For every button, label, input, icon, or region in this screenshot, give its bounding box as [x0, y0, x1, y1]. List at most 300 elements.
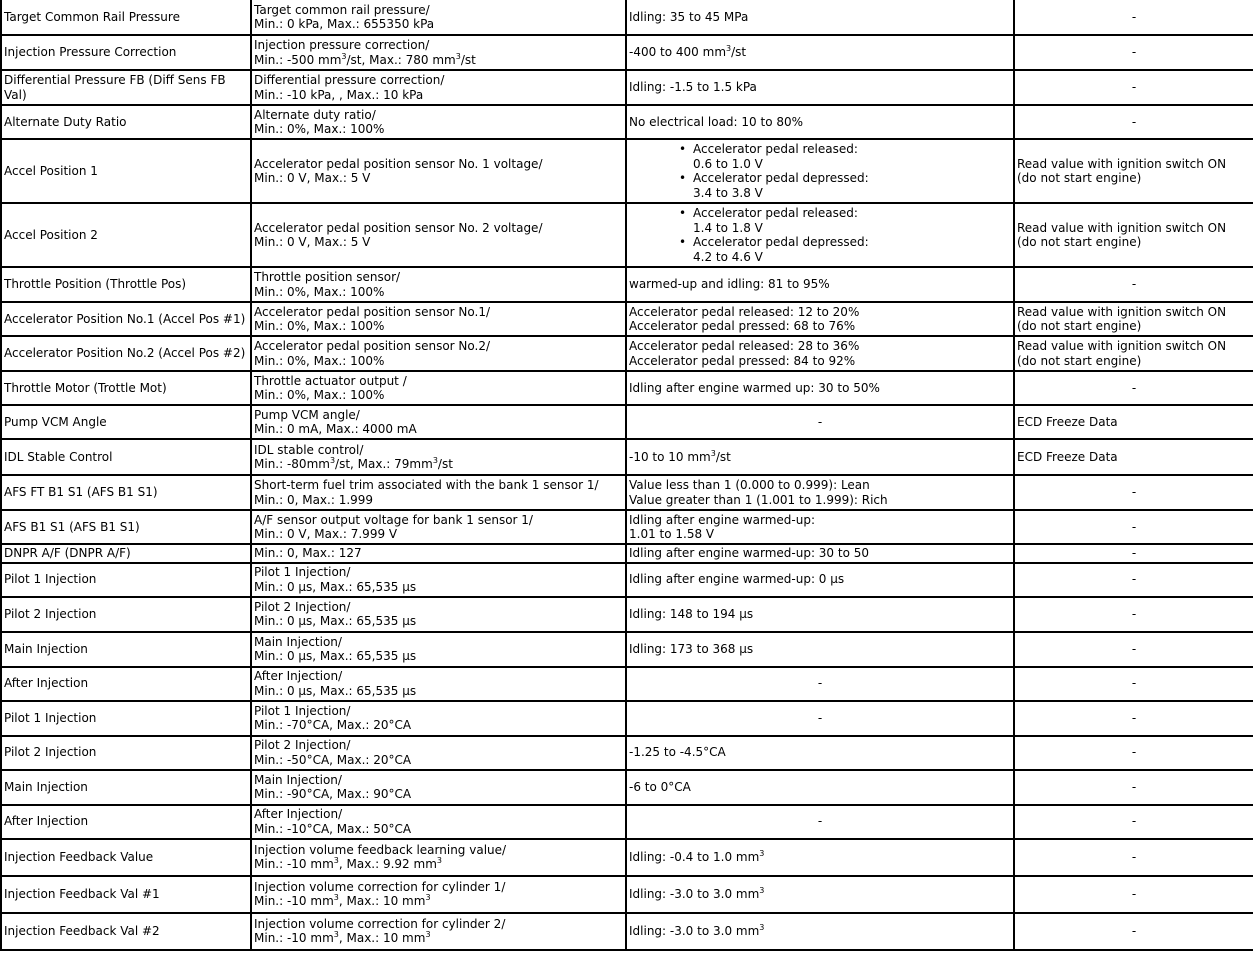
normal-part: /st: [715, 449, 731, 464]
measurement-range-cell: [251, 70, 626, 105]
normal-condition-cell: [626, 913, 1014, 950]
diagnostic-note: -: [1131, 45, 1137, 60]
diagnostic-note: -: [1131, 485, 1137, 500]
diagnostic-note: Read value with ignition switch ON: [1017, 220, 1227, 235]
measurement-label: Short-term fuel trim associated with the bank 1 sensor 1/: [254, 478, 599, 492]
diagnostic-note-cell: [1014, 805, 1253, 839]
item-name-cell: [1, 35, 251, 70]
item-name: Pilot 1 Injection: [4, 710, 97, 725]
superscript-3: 3: [759, 848, 765, 858]
range-part: /st: [460, 52, 476, 67]
measurement-range-cell: [251, 701, 626, 736]
normal-condition-cell: [626, 439, 1014, 475]
item-name: Throttle Motor (Trottle Mot): [4, 380, 167, 395]
measurement-label: Differential pressure correction/: [254, 73, 445, 87]
table-row: [1, 770, 1253, 805]
measurement-label: After Injection/: [254, 669, 343, 683]
superscript-3: 3: [710, 448, 716, 458]
measurement-range: Min.: 0%, Max.: 100%: [254, 353, 385, 368]
measurement-label: A/F sensor output voltage for bank 1 sensor 1/: [254, 512, 533, 527]
table-body: [1, 0, 1253, 950]
item-name: Pump VCM Angle: [4, 414, 107, 429]
diagnostic-note: -: [1131, 519, 1137, 534]
measurement-range: Min.: -50°CA, Max.: 20°CA: [254, 752, 412, 767]
normal-condition-cell: [626, 667, 1014, 701]
diagnostic-note-cell: [1014, 336, 1253, 371]
diagnostic-note: Read value with ignition switch ON: [1017, 156, 1227, 171]
diagnostic-note-cell: [1014, 597, 1253, 632]
measurement-range: Min.: -10°CA, Max.: 50°CA: [254, 821, 412, 836]
diagnostic-note: -: [1131, 380, 1137, 395]
measurement-label: Pump VCM angle/: [254, 407, 360, 422]
diagnostic-note-cell: [1014, 139, 1253, 203]
measurement-label: Injection volume correction for cylinder 1/: [254, 879, 506, 894]
measurement-range-cell: [251, 770, 626, 805]
table-row: [1, 913, 1253, 950]
item-name: IDL Stable Control: [4, 449, 113, 464]
measurement-range-cell: [251, 105, 626, 139]
measurement-label: Throttle position sensor/: [254, 270, 401, 284]
measurement-range: Min.: -70°CA, Max.: 20°CA: [254, 718, 412, 732]
bullet-condition: • Accelerator pedal depressed:: [693, 171, 869, 185]
measurement-label: Pilot 1 Injection/: [254, 565, 351, 579]
table-row: [1, 544, 1253, 563]
superscript-3: 3: [333, 856, 339, 865]
measurement-range: Min.: 0%, Max.: 100%: [254, 284, 385, 299]
diagnostic-note-2: (do not start engine): [1017, 353, 1142, 368]
superscript-3: 3: [726, 44, 732, 54]
table-row: [1, 876, 1253, 913]
table-row: [1, 139, 1253, 203]
normal-part: Idling: -0.4 to 1.0 mm: [629, 849, 760, 864]
diagnostic-note-cell: [1014, 267, 1253, 302]
list-item: [693, 171, 1011, 200]
diagnostic-note: ECD Freeze Data: [1017, 414, 1118, 429]
measurement-range-cell: [251, 439, 626, 475]
measurement-range-cell: [251, 203, 626, 267]
measurement-label: Accelerator pedal position sensor No. 1 voltage/: [254, 156, 543, 171]
item-name-cell: [1, 336, 251, 371]
measurement-range-cell: [251, 139, 626, 203]
superscript-3: 3: [432, 456, 438, 465]
normal-condition-list: [629, 142, 1011, 200]
diagnostic-note: -: [1131, 923, 1137, 938]
measurement-range: Min.: 0 mA, Max.: 4000 mA: [254, 422, 417, 436]
range-part: Min.: -10 mm: [254, 931, 334, 945]
normal-condition-cell: [626, 105, 1014, 139]
measurement-label: Target common rail pressure/: [254, 2, 430, 17]
normal-part: /st: [731, 45, 747, 60]
diagnostic-note: -: [1131, 546, 1137, 560]
diagnostic-note: -: [1131, 886, 1137, 901]
diagnostic-note-cell: [1014, 544, 1253, 563]
bullet-condition: • Accelerator pedal depressed:: [693, 235, 869, 249]
item-name: Accelerator Position No.1 (Accel Pos #1): [4, 311, 246, 326]
measurement-range: [254, 457, 623, 472]
measurement-label: After Injection/: [254, 807, 343, 821]
item-name: Accel Position 1: [4, 163, 98, 178]
normal-condition-cell: [626, 139, 1014, 203]
measurement-range: [254, 857, 623, 872]
diagnostic-note-2: (do not start engine): [1017, 235, 1142, 249]
normal-condition: Accelerator pedal released: 28 to 36%: [629, 339, 860, 353]
normal-condition-2: Accelerator pedal pressed: 84 to 92%: [629, 353, 856, 368]
diagnostic-note-cell: [1014, 736, 1253, 770]
item-name: Pilot 2 Injection: [4, 745, 97, 760]
table-row: [1, 302, 1253, 336]
superscript-3: 3: [333, 893, 339, 902]
item-name-cell: [1, 439, 251, 475]
measurement-label: Accelerator pedal position sensor No.2/: [254, 339, 491, 353]
item-name: After Injection: [4, 814, 89, 829]
normal-condition-cell: [626, 510, 1014, 544]
measurement-range-cell: [251, 563, 626, 597]
diagnostic-note-cell: [1014, 563, 1253, 597]
table-row: [1, 0, 1253, 35]
normal-condition-cell: [626, 701, 1014, 736]
normal-condition-2: Value greater than 1 (1.001 to 1.999): Rich: [629, 492, 888, 507]
item-name-cell: [1, 839, 251, 876]
normal-condition: -: [817, 710, 823, 725]
range-part: , Max.: 10 mm: [338, 931, 426, 945]
measurement-range: Min.: 0 μs, Max.: 65,535 μs: [254, 649, 417, 663]
measurement-label: Accelerator pedal position sensor No. 2 voltage/: [254, 220, 543, 235]
normal-condition: Accelerator pedal released: 12 to 20%: [629, 304, 860, 319]
diagnostic-note-cell: [1014, 510, 1253, 544]
measurement-label: Injection volume feedback learning value/: [254, 842, 507, 857]
diagnostic-note-cell: [1014, 667, 1253, 701]
superscript-3: 3: [759, 922, 765, 932]
normal-condition-2: 1.01 to 1.58 V: [629, 527, 715, 541]
item-name-cell: [1, 770, 251, 805]
table-row: [1, 105, 1253, 139]
normal-condition: Idling after engine warmed up: 30 to 50%: [629, 380, 880, 395]
bullet-condition: • Accelerator pedal released:: [693, 142, 858, 156]
table-row: [1, 439, 1253, 475]
measurement-label: Alternate duty ratio/: [254, 107, 376, 122]
item-name-cell: [1, 597, 251, 632]
normal-part: -10 to 10 mm: [629, 449, 711, 464]
range-part: /st, Max.: 780 mm: [346, 52, 456, 67]
diagnostic-note-2: (do not start engine): [1017, 319, 1142, 333]
diagnostic-note: -: [1131, 641, 1137, 656]
measurement-range-cell: [251, 597, 626, 632]
bullet-value: 3.4 to 3.8 V: [693, 185, 763, 200]
normal-condition-cell: [626, 597, 1014, 632]
table-row: [1, 35, 1253, 70]
measurement-range: Min.: -90°CA, Max.: 90°CA: [254, 787, 412, 801]
diagnostic-note: -: [1131, 814, 1137, 829]
item-name: After Injection: [4, 676, 89, 691]
normal-condition: -1.25 to -4.5°CA: [629, 745, 726, 760]
normal-part: Idling: -3.0 to 3.0 mm: [629, 923, 760, 938]
measurement-range: Min.: 0 V, Max.: 5 V: [254, 171, 371, 185]
diagnostic-note: -: [1131, 849, 1137, 864]
normal-condition: Value less than 1 (0.000 to 0.999): Lean: [629, 478, 870, 492]
diagnostic-note: -: [1131, 277, 1137, 292]
normal-condition-cell: [626, 632, 1014, 667]
measurement-range: Min.: 0 V, Max.: 7.999 V: [254, 527, 398, 541]
normal-condition: Idling: 173 to 368 μs: [629, 641, 754, 656]
measurement-range-cell: [251, 35, 626, 70]
measurement-range: Min.: 0%, Max.: 100%: [254, 122, 385, 136]
normal-condition-cell: [626, 70, 1014, 105]
item-name: DNPR A/F (DNPR A/F): [4, 546, 131, 560]
item-name: Injection Pressure Correction: [4, 45, 177, 60]
diagnostic-note: -: [1131, 606, 1137, 621]
measurement-range-cell: [251, 510, 626, 544]
measurement-range: [254, 53, 623, 68]
superscript-3: 3: [425, 893, 431, 902]
measurement-label: Accelerator pedal position sensor No.1/: [254, 304, 491, 319]
bullet-condition: • Accelerator pedal released:: [693, 206, 858, 220]
item-name-cell: [1, 70, 251, 105]
measurement-label: Injection pressure correction/: [254, 38, 430, 52]
item-name: Alternate Duty Ratio: [4, 114, 127, 129]
superscript-3: 3: [759, 885, 765, 895]
measurement-label: Throttle actuator output /: [254, 373, 407, 388]
normal-part: -400 to 400 mm: [629, 45, 727, 60]
table-row: [1, 336, 1253, 371]
item-name: Injection Feedback Val #1: [4, 886, 160, 901]
measurement-range: Min.: 0%, Max.: 100%: [254, 319, 385, 333]
item-name: Differential Pressure FB (Diff Sens FB Val): [4, 73, 226, 102]
table-row: [1, 701, 1253, 736]
item-name: AFS B1 S1 (AFS B1 S1): [4, 519, 140, 534]
normal-condition: -: [817, 814, 823, 829]
item-name-cell: [1, 0, 251, 35]
normal-condition-cell: [626, 805, 1014, 839]
normal-condition-cell: [626, 876, 1014, 913]
table-row: [1, 736, 1253, 770]
range-part: Min.: -10 mm: [254, 857, 334, 871]
range-part: /st, Max.: 79mm: [335, 457, 433, 471]
diagnostic-note-cell: [1014, 439, 1253, 475]
normal-condition: Idling after engine warmed-up: 30 to 50: [629, 546, 870, 560]
normal-condition-cell: [626, 544, 1014, 563]
item-name: Pilot 2 Injection: [4, 606, 97, 621]
normal-condition-cell: [626, 736, 1014, 770]
normal-condition-cell: [626, 0, 1014, 35]
normal-part: Idling: -3.0 to 3.0 mm: [629, 886, 760, 901]
item-name-cell: [1, 632, 251, 667]
item-name-cell: [1, 371, 251, 405]
superscript-3: 3: [329, 456, 336, 465]
diagnostic-note-cell: [1014, 475, 1253, 510]
diagnostic-note-cell: [1014, 35, 1253, 70]
item-name-cell: [1, 203, 251, 267]
measurement-range-cell: [251, 405, 626, 439]
diagnostic-note-cell: [1014, 105, 1253, 139]
measurement-range: Min.: 0 V, Max.: 5 V: [254, 235, 371, 249]
measurement-label: Pilot 2 Injection/: [254, 738, 351, 752]
measurement-label: Min.: 0, Max.: 127: [254, 546, 362, 560]
diagnostic-note: ECD Freeze Data: [1017, 449, 1118, 464]
diagnostic-note: -: [1131, 80, 1137, 95]
normal-condition: [629, 45, 1011, 60]
measurement-range-cell: [251, 632, 626, 667]
item-name-cell: [1, 701, 251, 736]
measurement-range-cell: [251, 805, 626, 839]
normal-condition: warmed-up and idling: 81 to 95%: [629, 277, 830, 292]
item-name: Injection Feedback Value: [4, 849, 154, 864]
range-part: Min.: -500 mm: [254, 52, 342, 67]
table-row: [1, 70, 1253, 105]
range-part: , Max.: 9.92 mm: [338, 857, 437, 871]
table-row: [1, 371, 1253, 405]
item-name: Throttle Position (Throttle Pos): [4, 277, 187, 292]
table-row: [1, 510, 1253, 544]
normal-condition-2: Accelerator pedal pressed: 68 to 76%: [629, 319, 856, 333]
normal-condition-cell: [626, 35, 1014, 70]
item-name-cell: [1, 667, 251, 701]
normal-condition-cell: [626, 203, 1014, 267]
measurement-range-cell: [251, 736, 626, 770]
normal-condition: No electrical load: 10 to 80%: [629, 114, 804, 129]
table-row: [1, 667, 1253, 701]
normal-condition: [629, 450, 1011, 465]
list-item: [693, 235, 1011, 264]
item-name-cell: [1, 139, 251, 203]
diagnostic-note: -: [1131, 745, 1137, 760]
normal-condition-cell: [626, 563, 1014, 597]
range-part: Min.: -80mm: [254, 457, 330, 471]
bullet-value: 1.4 to 1.8 V: [693, 220, 763, 235]
measurement-range-cell: [251, 544, 626, 563]
measurement-range-cell: [251, 475, 626, 510]
diagnostic-note: -: [1131, 9, 1137, 24]
measurement-range-cell: [251, 667, 626, 701]
normal-condition: -: [817, 414, 823, 429]
normal-condition-cell: [626, 371, 1014, 405]
diagnostic-note: Read value with ignition switch ON: [1017, 304, 1227, 319]
normal-condition: [629, 850, 1011, 865]
measurement-range: Min.: 0 kPa, Max.: 655350 kPa: [254, 17, 435, 31]
superscript-3: 3: [425, 930, 431, 939]
measurement-range: Min.: -10 kPa, , Max.: 10 kPa: [254, 87, 424, 102]
diagnostic-note: -: [1131, 779, 1137, 794]
diagnostic-note-cell: [1014, 371, 1253, 405]
normal-condition-list: [629, 206, 1011, 264]
measurement-label: Main Injection/: [254, 634, 342, 649]
item-name-cell: [1, 405, 251, 439]
diagnostic-note-cell: [1014, 701, 1253, 736]
measurement-range-cell: [251, 913, 626, 950]
normal-condition-cell: [626, 839, 1014, 876]
item-name: Target Common Rail Pressure: [4, 9, 180, 24]
diagnostic-note-cell: [1014, 70, 1253, 105]
normal-condition: -6 to 0°CA: [629, 779, 691, 794]
normal-condition: -: [817, 676, 823, 691]
measurement-range-cell: [251, 267, 626, 302]
normal-condition-cell: [626, 405, 1014, 439]
diagnostic-note-cell: [1014, 405, 1253, 439]
table-row: [1, 805, 1253, 839]
measurement-range: Min.: 0 μs, Max.: 65,535 μs: [254, 579, 417, 594]
normal-condition: [629, 924, 1011, 939]
item-name: Main Injection: [4, 641, 88, 656]
item-name-cell: [1, 913, 251, 950]
measurement-range: [254, 894, 623, 909]
item-name: Injection Feedback Val #2: [4, 923, 160, 938]
item-name-cell: [1, 475, 251, 510]
diagnostic-note: -: [1131, 572, 1137, 587]
item-name-cell: [1, 736, 251, 770]
normal-condition-cell: [626, 770, 1014, 805]
measurement-range: [254, 931, 623, 946]
measurement-range: Min.: 0 μs, Max.: 65,535 μs: [254, 614, 417, 628]
item-name-cell: [1, 563, 251, 597]
normal-condition-cell: [626, 267, 1014, 302]
measurement-range-cell: [251, 336, 626, 371]
item-name-cell: [1, 105, 251, 139]
diagnostic-note-cell: [1014, 0, 1253, 35]
table-row: [1, 475, 1253, 510]
normal-condition: [629, 887, 1011, 902]
table-row: [1, 563, 1253, 597]
normal-condition: Idling: 35 to 45 MPa: [629, 9, 749, 24]
item-name: Accel Position 2: [4, 227, 98, 242]
diagnostic-note-cell: [1014, 203, 1253, 267]
diagnostic-note-cell: [1014, 913, 1253, 950]
table-row: [1, 839, 1253, 876]
measurement-range: Min.: 0 μs, Max.: 65,535 μs: [254, 683, 417, 698]
item-name-cell: [1, 510, 251, 544]
measurement-range-cell: [251, 302, 626, 336]
measurement-label: Pilot 1 Injection/: [254, 703, 351, 718]
list-item: [693, 142, 1011, 171]
diagnostic-note: -: [1131, 676, 1137, 691]
item-name: Main Injection: [4, 779, 88, 794]
item-name: AFS FT B1 S1 (AFS B1 S1): [4, 485, 158, 500]
superscript-3: 3: [455, 51, 461, 61]
table-row: [1, 267, 1253, 302]
normal-condition: Idling: 148 to 194 μs: [629, 606, 754, 621]
normal-condition: Idling: -1.5 to 1.5 kPa: [629, 80, 757, 95]
diagnostic-note-cell: [1014, 302, 1253, 336]
measurement-label: Injection volume correction for cylinder 2/: [254, 916, 506, 931]
diagnostic-note-cell: [1014, 876, 1253, 913]
measurement-label: Main Injection/: [254, 772, 342, 787]
item-name: Accelerator Position No.2 (Accel Pos #2): [4, 346, 246, 361]
measurement-range-cell: [251, 876, 626, 913]
table-row: [1, 632, 1253, 667]
measurement-label: Pilot 2 Injection/: [254, 599, 351, 614]
normal-condition-cell: [626, 475, 1014, 510]
diagnostic-note-cell: [1014, 632, 1253, 667]
diagnostic-note-2: (do not start engine): [1017, 171, 1142, 185]
item-name-cell: [1, 302, 251, 336]
item-name-cell: [1, 544, 251, 563]
superscript-3: 3: [436, 856, 442, 865]
measurement-range-cell: [251, 371, 626, 405]
range-part: /st: [437, 457, 453, 471]
range-part: Min.: -10 mm: [254, 894, 334, 908]
list-item: [693, 206, 1011, 235]
diagnostic-note-cell: [1014, 839, 1253, 876]
measurement-range-cell: [251, 0, 626, 35]
item-name: Pilot 1 Injection: [4, 572, 97, 587]
normal-condition: Idling after engine warmed-up: 0 μs: [629, 572, 845, 587]
normal-condition-cell: [626, 302, 1014, 336]
diagnostic-note: -: [1131, 114, 1137, 129]
normal-condition-cell: [626, 336, 1014, 371]
diagnostic-note: Read value with ignition switch ON: [1017, 339, 1227, 353]
measurement-range-cell: [251, 839, 626, 876]
diagnostic-note-cell: [1014, 770, 1253, 805]
range-part: , Max.: 10 mm: [338, 894, 426, 908]
bullet-value: 4.2 to 4.6 V: [693, 249, 763, 264]
